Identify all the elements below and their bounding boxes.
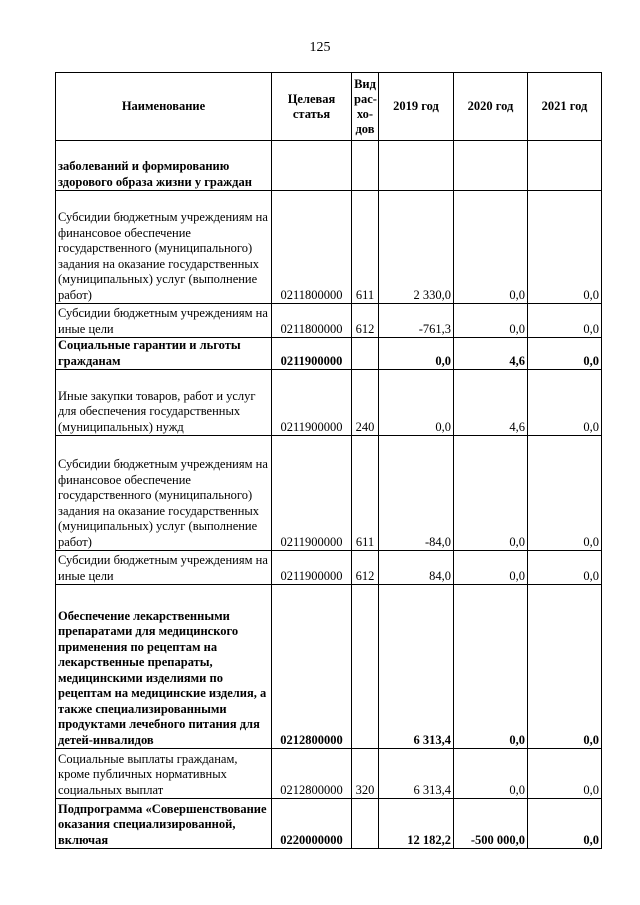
row-2021 [528, 141, 602, 191]
budget-table [55, 72, 602, 849]
row-2020: 0,0 [454, 304, 528, 338]
row-2019: -761,3 [379, 304, 454, 338]
row-name: Подпрограмма «Совершенствование оказания специализированной, включая [56, 799, 272, 849]
row-2021: 0,0 [528, 370, 602, 436]
table-row [56, 338, 602, 370]
row-2019: 6 313,4 [379, 585, 454, 749]
table-row [56, 749, 602, 799]
header-2020: 2020 год [454, 73, 528, 141]
row-2019: 2 330,0 [379, 191, 454, 304]
row-code: 0211900000 [272, 370, 352, 436]
table-header-row [56, 73, 602, 141]
row-2020: 0,0 [454, 749, 528, 799]
header-target-article: Целевая статья [272, 73, 352, 141]
row-vr [352, 338, 379, 370]
row-vr [352, 585, 379, 749]
row-2019: 84,0 [379, 551, 454, 585]
table-row [56, 370, 602, 436]
row-name: Субсидии бюджетным учреждениям на иные цели [56, 304, 272, 338]
table-row [56, 304, 602, 338]
row-2020 [454, 141, 528, 191]
row-2019: 12 182,2 [379, 799, 454, 849]
row-2021: 0,0 [528, 749, 602, 799]
table-row [56, 436, 602, 551]
row-name: Обеспечение лекарственными препаратами для медицинского применения по рецептам на лекарственные препараты, медицинскими изделиями по рецептам на медицинские изделия, а также специализированными продуктами лечебного питания для детей-инвалидов [56, 585, 272, 749]
table-row [56, 191, 602, 304]
row-2020: 0,0 [454, 436, 528, 551]
row-code: 0212800000 [272, 749, 352, 799]
row-vr: 240 [352, 370, 379, 436]
row-name: Субсидии бюджетным учреждениям на финансовое обеспечение государственного (муниципального) задания на оказание государственных (муниципальных) услуг (выполнение работ) [56, 436, 272, 551]
row-vr: 611 [352, 191, 379, 304]
row-code [272, 141, 352, 191]
row-code: 0211900000 [272, 436, 352, 551]
table-row [56, 551, 602, 585]
header-2021: 2021 год [528, 73, 602, 141]
row-vr: 611 [352, 436, 379, 551]
row-2021: 0,0 [528, 551, 602, 585]
row-2020: 0,0 [454, 191, 528, 304]
row-2021: 0,0 [528, 191, 602, 304]
row-name: Иные закупки товаров, работ и услуг для обеспечения государственных (муниципальных) нужд [56, 370, 272, 436]
row-name: Субсидии бюджетным учреждениям на финансовое обеспечение государственного (муниципального) задания на оказание государственных (муниципальных) услуг (выполнение работ) [56, 191, 272, 304]
row-2019: 0,0 [379, 370, 454, 436]
table-row [56, 585, 602, 749]
row-code: 0220000000 [272, 799, 352, 849]
row-name: Социальные выплаты гражданам, кроме публичных нормативных социальных выплат [56, 749, 272, 799]
row-2019 [379, 141, 454, 191]
row-vr: 612 [352, 304, 379, 338]
table-row [56, 141, 602, 191]
header-2019: 2019 год [379, 73, 454, 141]
row-2021: 0,0 [528, 436, 602, 551]
row-2021: 0,0 [528, 304, 602, 338]
row-2021: 0,0 [528, 338, 602, 370]
row-2021: 0,0 [528, 799, 602, 849]
table-row [56, 799, 602, 849]
row-vr [352, 799, 379, 849]
row-name: Субсидии бюджетным учреждениям на иные цели [56, 551, 272, 585]
row-2020: 0,0 [454, 585, 528, 749]
row-name: Социальные гарантии и льготы гражданам [56, 338, 272, 370]
row-2019: 0,0 [379, 338, 454, 370]
page-number: 125 [309, 40, 331, 55]
header-name: Наименование [56, 73, 272, 141]
row-2020: -500 000,0 [454, 799, 528, 849]
row-2021: 0,0 [528, 585, 602, 749]
row-vr: 320 [352, 749, 379, 799]
row-2019: 6 313,4 [379, 749, 454, 799]
row-2019: -84,0 [379, 436, 454, 551]
row-name: заболеваний и формированию здорового образа жизни у граждан [56, 141, 272, 191]
row-2020: 4,6 [454, 338, 528, 370]
row-code: 0211900000 [272, 551, 352, 585]
row-code: 0211900000 [272, 338, 352, 370]
row-2020: 4,6 [454, 370, 528, 436]
row-code: 0212800000 [272, 585, 352, 749]
row-vr: 612 [352, 551, 379, 585]
header-expense-type: Вид рас- хо- дов [352, 73, 379, 141]
row-code: 0211800000 [272, 191, 352, 304]
row-2020: 0,0 [454, 551, 528, 585]
row-code: 0211800000 [272, 304, 352, 338]
row-vr [352, 141, 379, 191]
